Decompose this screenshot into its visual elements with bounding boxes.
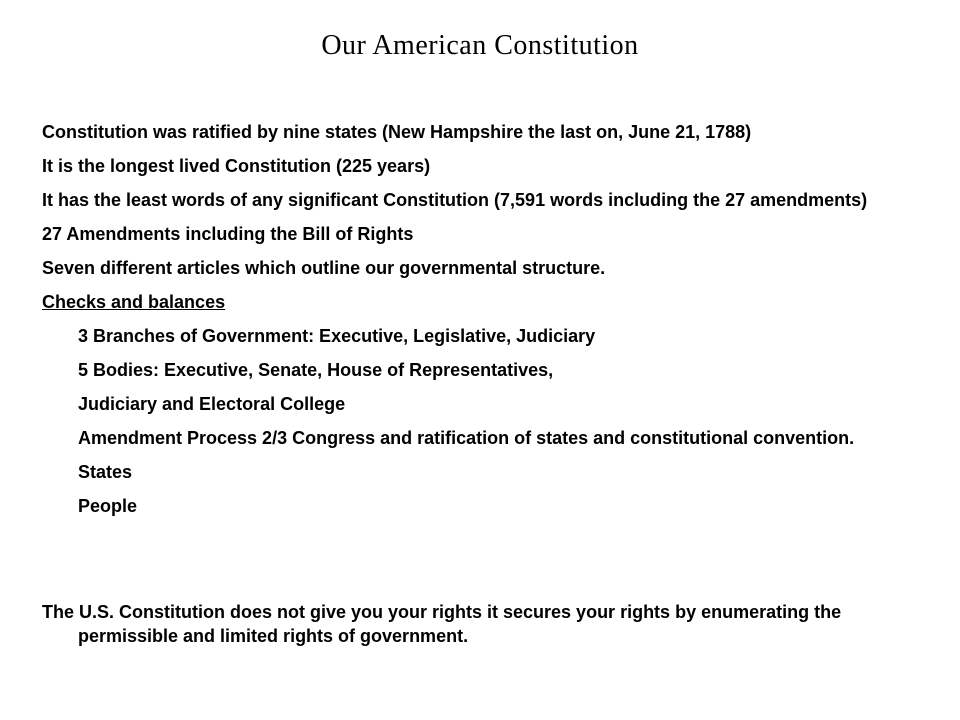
subbullet-judiciary-electoral: Judiciary and Electoral College xyxy=(78,394,346,414)
bullet-checks-and-balances xyxy=(42,290,932,314)
bullet-longest-lived: It is the longest lived Constitution (225 years) xyxy=(42,156,431,176)
bullet-least-words: It has the least words of any significant Constitution (7,591 words including the 27 amendments) xyxy=(42,190,868,210)
bullet-ratified: Constitution was ratified by nine states (New Hampshire the last on, June 21, 1788) xyxy=(42,122,752,142)
subbullet-bodies: 5 Bodies: Executive, Senate, House of Representatives, xyxy=(78,360,554,380)
checks-and-balances-label: Checks and balances xyxy=(42,292,226,312)
subbullet-amendment-process: Amendment Process 2/3 Congress and ratification of states and constitutional convention. xyxy=(78,428,855,448)
bullet-amendments: 27 Amendments including the Bill of Rights xyxy=(42,224,414,244)
subbullet-states: States xyxy=(78,462,133,482)
subbullet-people: People xyxy=(78,496,138,516)
spacer xyxy=(42,528,932,600)
subbullet-branches: 3 Branches of Government: Executive, Legislative, Judiciary xyxy=(78,326,596,346)
closing-statement: The U.S. Constitution does not give you your rights it secures your rights by enumerating the permissible and limited rights of government. xyxy=(42,602,842,646)
slide-body xyxy=(42,120,932,658)
bullet-articles: Seven different articles which outline our governmental structure. xyxy=(42,258,606,278)
slide-title: Our American Constitution xyxy=(321,30,639,61)
